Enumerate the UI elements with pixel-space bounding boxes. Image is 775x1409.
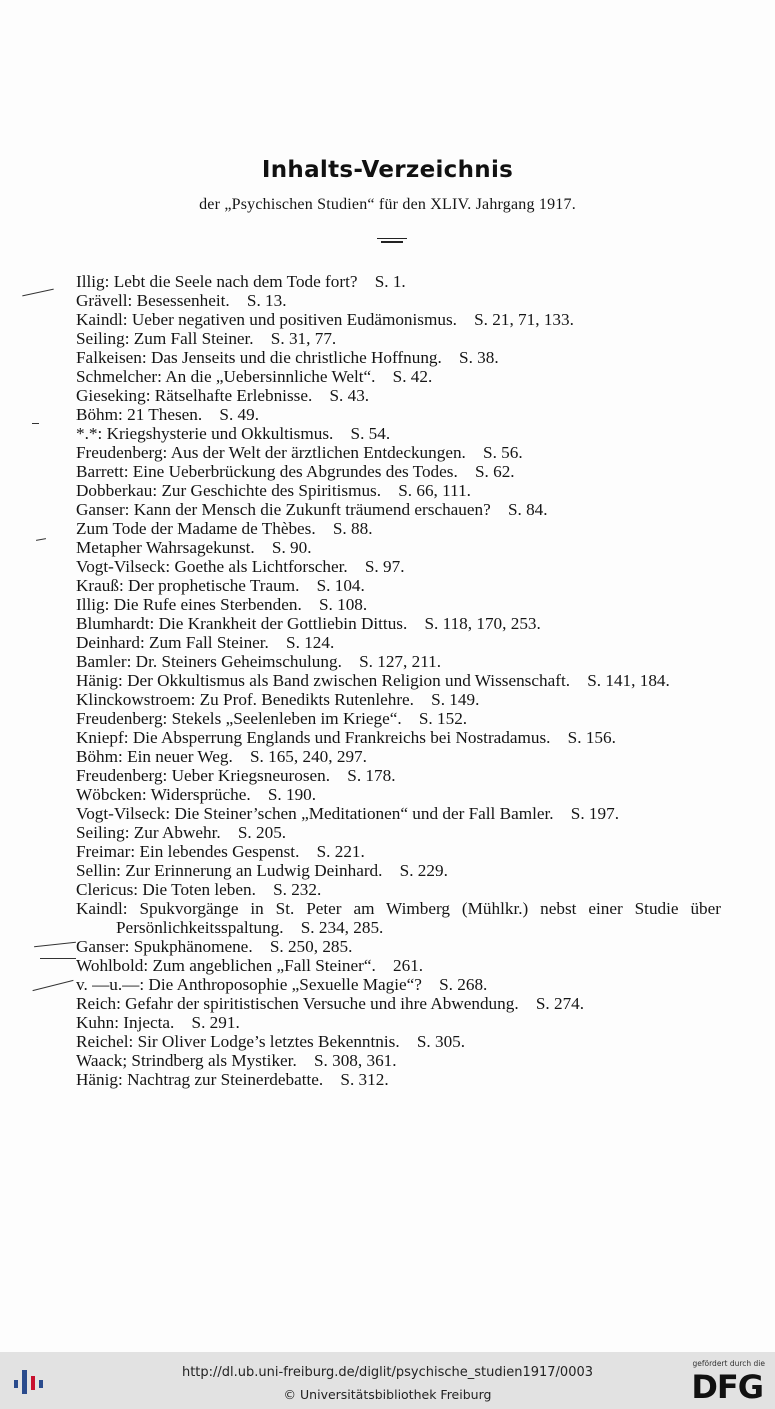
entry-author: Grävell: [76,291,133,310]
entry-pages: S. 205. [237,823,287,842]
margin-mark [34,942,76,947]
entry-pages: S. 156. [567,728,616,747]
entry-title: Kann der Mensch die Zukunft träumend erschauen? [133,500,491,519]
toc-entry [76,595,721,614]
entry-title: Metapher Wahrsagekunst. [76,538,255,557]
entry-author: v. —u.—: [76,975,145,994]
viewer-footer [0,1352,775,1409]
entry-author: Gieseking: [76,386,151,405]
entry-pages: S. 291. [191,1013,240,1032]
toc-entry [76,1070,721,1089]
entry-pages: S. 141, 184. [587,671,670,690]
entry-author: Reichel: [76,1032,134,1051]
entry-author: Kuhn: [76,1013,119,1032]
entry-pages: S. 274. [535,994,585,1013]
entry-title: Ueber negativen und positiven Eudämonismus. [131,310,457,329]
entry-title: Das Jenseits und die christliche Hoffnung. [150,348,442,367]
toc-entry [76,937,721,956]
entry-author: Böhm: [76,405,123,424]
entry-pages: S. 165, 240, 297. [249,747,367,766]
entry-pages: S. 305. [416,1032,466,1051]
source-url-link[interactable]: http://dl.ub.uni-freiburg.de/diglit/psychische_studien1917/0003 [181,1365,594,1380]
entry-pages: S. 42. [392,367,433,386]
entry-title: Der prophetische Traum. [128,576,300,595]
entry-author: Illig: [76,595,110,614]
sponsor-caption: gefördert durch die [692,1359,765,1368]
page-title: Inhalts-Verzeichnis [261,157,514,183]
entry-title: 21 Thesen. [127,405,203,424]
entry-pages: S. 250, 285. [269,937,353,956]
page-subtitle: der „Psychischen Studien“ für den XLIV. Jahrgang 1917. [199,196,576,213]
entry-pages: S. 232. [273,880,322,899]
entry-pages: S. 124. [286,633,335,652]
entry-pages: S. 38. [459,348,499,367]
entry-title: Besessenheit. [136,291,230,310]
entry-pages: S. 108. [318,595,368,614]
entry-title: An die „Uebersinnliche Welt“. [165,367,376,386]
entry-title: Lebt die Seele nach dem Tode fort? [113,272,358,291]
toc-entry [76,1013,721,1032]
entry-pages: S. 104. [316,576,365,595]
entry-pages: S. 13. [246,291,287,310]
margin-mark [40,958,76,959]
toc-entry [76,614,721,633]
entry-author: Sellin: [76,861,121,880]
entry-title: Die Rufe eines Sterbenden. [113,595,302,614]
margin-mark [33,980,74,991]
entry-title: Stekels „Seelenleben im Kriege“. [171,709,402,728]
copyright-text: © Universitätsbibliothek Freiburg [283,1387,492,1402]
toc-entry [76,557,721,576]
entry-author: Deinhard: [76,633,145,652]
entry-title: Ein lebendes Gespenst. [139,842,300,861]
entry-title: Spukphänomene. [133,937,253,956]
entry-pages: S. 234, 285. [300,918,384,937]
toc-entry [76,386,721,405]
toc-entry [76,462,721,481]
toc-entry [76,424,721,443]
entry-pages: 261. [393,956,424,975]
entry-author: Seiling: [76,329,130,348]
toc-entry [76,576,721,595]
entry-title: Die Krankheit der Gottliebin Dittus. [158,614,408,633]
toc-entry [76,899,721,937]
entry-title: Gefahr der spiritistischen Versuche und ihre Abwendung. [125,994,519,1013]
entry-title: Die Steiner’schen „Meditationen“ und der Fall Bamler. [174,804,554,823]
entry-title: Zum Tode der Madame de Thèbes. [76,519,316,538]
entry-author: Krauß: [76,576,124,595]
toc-entry [76,671,721,690]
entry-title: Rätselhafte Erlebnisse. [154,386,313,405]
entry-author: Freudenberg: [76,709,168,728]
entry-author: Schmelcher: [76,367,162,386]
entry-author: Wohlbold: [76,956,149,975]
entry-title: Zur Geschichte des Spiritismus. [161,481,382,500]
entry-pages: S. 62. [474,462,515,481]
entry-title: Eine Ueberbrückung des Abgrundes des Todes. [132,462,458,481]
entry-title: Sir Oliver Lodge’s letztes Bekenntnis. [137,1032,400,1051]
entry-title: Aus der Welt der ärztlichen Entdeckungen. [170,443,466,462]
toc-entry [76,709,721,728]
toc-entry [76,766,721,785]
toc-entry [76,329,721,348]
entry-title: Zum Fall Steiner. [133,329,254,348]
entry-author: Freudenberg: [76,766,168,785]
entry-title: Widersprüche. [150,785,251,804]
toc-entry [76,310,721,329]
entry-pages: S. 190. [267,785,317,804]
entry-title: Injecta. [123,1013,175,1032]
entry-pages: S. 229. [399,861,448,880]
margin-mark [36,538,46,541]
toc-entry [76,823,721,842]
entry-author: Blumhardt: [76,614,155,633]
toc-entry [76,405,721,424]
entry-pages: S. 118, 170, 253. [424,614,541,633]
entry-title: Goethe als Lichtforscher. [174,557,348,576]
entry-pages: S. 54. [350,424,391,443]
toc-entry [76,1051,721,1070]
entry-pages: S. 84. [507,500,548,519]
toc-entry [76,747,721,766]
entry-author: Bamler: [76,652,132,671]
toc-entry [76,785,721,804]
entry-author: Ganser: [76,937,130,956]
entry-title: Die Toten leben. [142,880,256,899]
entry-pages: S. 1. [374,272,406,291]
entry-author: Vogt-Vilseck: [76,804,171,823]
entry-title: Zur Erinnerung an Ludwig Deinhard. [125,861,383,880]
entry-pages: S. 90. [271,538,312,557]
entry-pages: S. 43. [329,386,370,405]
entry-pages: S. 149. [431,690,480,709]
entry-pages: S. 49. [219,405,260,424]
margin-mark [22,289,54,297]
toc-entry [76,975,721,994]
entry-pages: S. 21, 71, 133. [474,310,574,329]
entry-author: Dobberkau: [76,481,158,500]
toc-entry [76,842,721,861]
toc-entry [76,367,721,386]
toc-entry [76,994,721,1013]
entry-pages: S. 127, 211. [359,652,442,671]
dfg-logo: DFG [691,1368,763,1406]
entry-author: Kaindl: [76,310,128,329]
entry-author: Ganser: [76,500,130,519]
toc-entry [76,633,721,652]
entry-author: Freimar: [76,842,136,861]
toc-entry [76,519,721,538]
entry-title: Zum angeblichen „Fall Steiner“. [152,956,376,975]
entry-pages: S. 268. [439,975,488,994]
entry-author: Illig: [76,272,110,291]
entry-pages: S. 88. [332,519,373,538]
toc-entry [76,348,721,367]
entry-author: Wöbcken: [76,785,147,804]
toc-entry [76,538,721,557]
entry-author: Falkeisen: [76,348,147,367]
entry-title: Strindberg als Mystiker. [131,1051,297,1070]
entry-pages: S. 312. [340,1070,389,1089]
entry-pages: S. 308, 361. [313,1051,397,1070]
toc-entry [76,1032,721,1051]
title-ornament [377,238,407,245]
entry-pages: S. 178. [347,766,396,785]
toc-entry [76,804,721,823]
entry-author: Freudenberg: [76,443,168,462]
entry-author: Reich: [76,994,121,1013]
entry-title: Spukvorgänge in St. Peter am Wimberg (Mühlkr.) nebst einer Studie über Persönlichkeitsspaltung. [116,899,722,937]
entry-author: Waack; [76,1051,128,1070]
entry-author: Böhm: [76,747,123,766]
entry-pages: S. 31, 77. [270,329,337,348]
toc-entry [76,652,721,671]
toc-entry [76,861,721,880]
entry-title: Zu Prof. Benedikts Rutenlehre. [199,690,414,709]
toc-entry [76,728,721,747]
toc-entry [76,443,721,462]
entry-title: Der Okkultismus als Band zwischen Religion und Wissenschaft. [127,671,571,690]
entry-author: Kaindl: [76,899,128,918]
table-of-contents [76,272,721,1089]
toc-entry [76,272,721,291]
entry-author: Barrett: [76,462,129,481]
toc-entry [76,880,721,899]
entry-author: Klinckowstroem: [76,690,196,709]
entry-title: Die Absperrung Englands und Frankreichs bei Nostradamus. [132,728,551,747]
entry-author: *.*: [76,424,103,443]
toc-entry [76,291,721,310]
entry-title: Nachtrag zur Steinerdebatte. [127,1070,324,1089]
entry-author: Hänig: [76,671,123,690]
margin-mark [32,423,39,424]
entry-author: Clericus: [76,880,139,899]
entry-author: Vogt-Vilseck: [76,557,171,576]
entry-title: Kriegshysterie und Okkultismus. [106,424,334,443]
entry-title: Ein neuer Weg. [127,747,233,766]
entry-pages: S. 97. [364,557,405,576]
entry-title: Die Anthroposophie „Sexuelle Magie“? [148,975,422,994]
entry-author: Kniepf: [76,728,129,747]
toc-entry [76,956,721,975]
entry-pages: S. 66, 111. [398,481,471,500]
entry-pages: S. 197. [570,804,619,823]
entry-title: Ueber Kriegsneurosen. [171,766,331,785]
toc-entry [76,481,721,500]
toc-entry [76,500,721,519]
entry-author: Seiling: [76,823,130,842]
entry-pages: S. 221. [316,842,365,861]
entry-pages: S. 56. [483,443,523,462]
entry-author: Hänig: [76,1070,123,1089]
entry-title: Dr. Steiners Geheimschulung. [135,652,342,671]
toc-entry [76,690,721,709]
entry-title: Zum Fall Steiner. [149,633,269,652]
entry-pages: S. 152. [418,709,468,728]
entry-title: Zur Abwehr. [133,823,221,842]
